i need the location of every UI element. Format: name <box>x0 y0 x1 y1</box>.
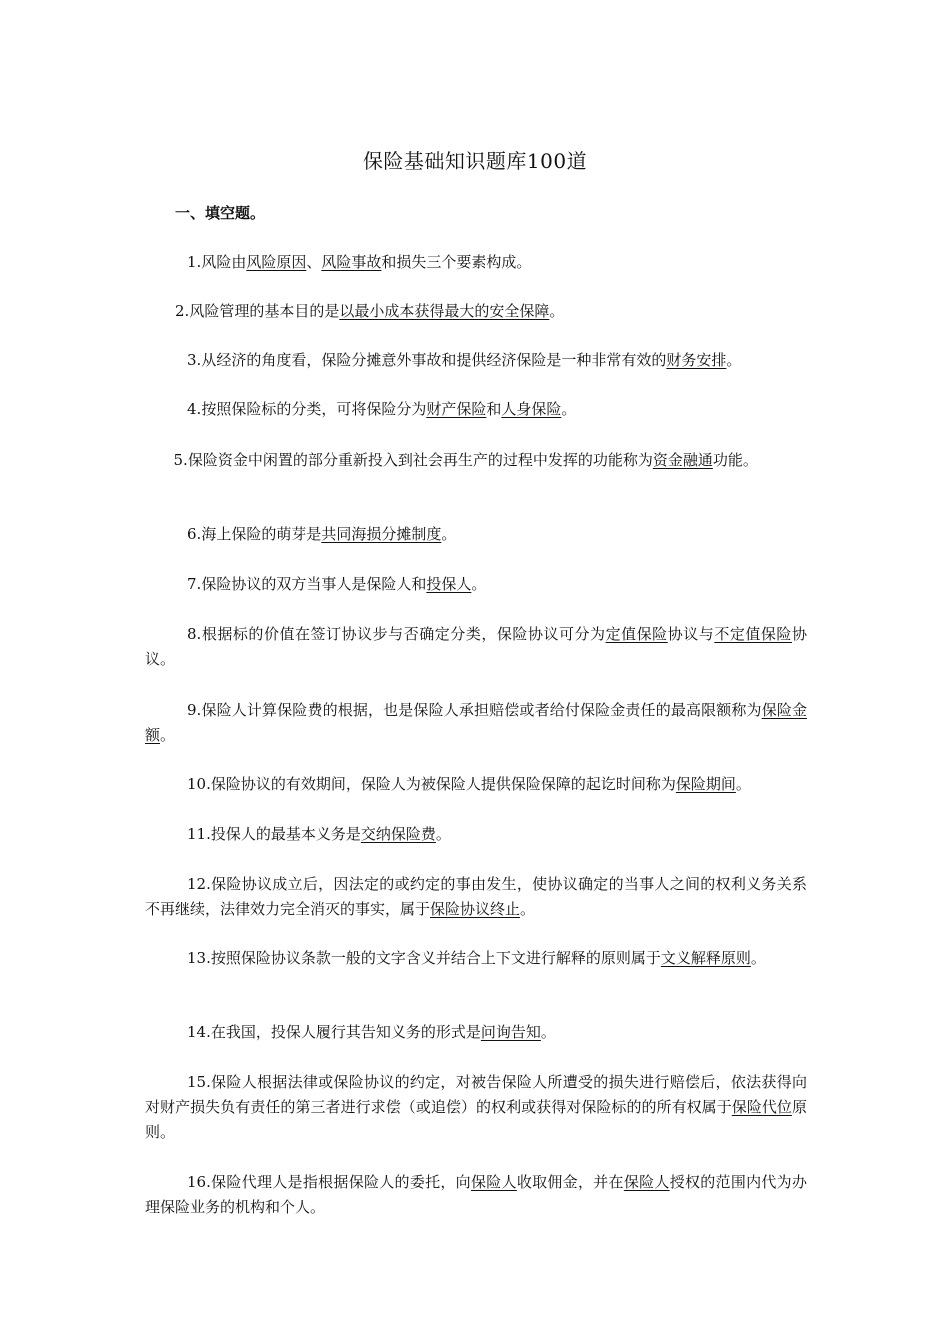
question-12: 12.保险协议成立后，因法定的或约定的事由发生，使协议确定的当事人之间的权利义务关系不再继续，法律效力完全消灭的事实，属于保险协议终止。 <box>145 875 807 918</box>
answer-blank: 风险事故 <box>321 253 382 271</box>
question-number: 11. <box>187 825 211 843</box>
question-8: 8.根据标的价值在签订协议步与否确定分类，保险协议可分为定值保险协议与不定值保险协议。 <box>145 625 807 668</box>
answer-blank: 保险代位 <box>731 1098 792 1116</box>
question-number: 10. <box>187 775 211 793</box>
question-number: 14. <box>187 1023 211 1041</box>
question-number: 15. <box>187 1073 211 1091</box>
question-number: 4. <box>187 400 202 418</box>
question-6: 6.海上保险的萌芽是共同海损分摊制度。 <box>187 525 457 543</box>
question-14: 14.在我国，投保人履行其告知义务的形式是问询告知。 <box>187 1023 556 1041</box>
question-number: 16. <box>187 1173 211 1191</box>
answer-blank: 保险协议终止 <box>430 900 521 918</box>
question-16: 16.保险代理人是指根据保险人的委托，向保险人收取佣金，并在保险人授权的范围内代为办理保险业务的机构和个人。 <box>145 1173 807 1216</box>
question-number: 1. <box>187 253 202 271</box>
answer-blank: 保险人 <box>470 1173 517 1191</box>
question-7: 7.保险协议的双方当事人是保险人和投保人。 <box>187 575 487 593</box>
answer-blank: 风险原因 <box>246 253 307 271</box>
answer-blank: 投保人 <box>426 575 472 593</box>
answer-blank: 财务安排 <box>666 351 727 369</box>
answer-blank: 资金融通 <box>652 451 713 469</box>
document-title: 保险基础知识题库100道 <box>362 149 588 173</box>
question-number: 7. <box>187 575 202 593</box>
question-9: 9.保险人计算保险费的根据，也是保险人承担赔偿或者给付保险金责任的最高限额称为保险金额。 <box>145 701 807 744</box>
question-3: 3.从经济的角度看，保险分摊意外事故和提供经济保险是一种非常有效的财务安排。 <box>187 351 742 369</box>
section-heading: 一、填空题。 <box>175 204 266 222</box>
answer-blank: 财产保险 <box>426 400 487 418</box>
answer-blank: 保险金额 <box>145 701 807 744</box>
question-10: 10.保险协议的有效期间，保险人为被保险人提供保险保障的起讫时间称为保险期间。 <box>187 775 751 793</box>
question-number: 6. <box>187 525 202 543</box>
question-number: 3. <box>187 351 202 369</box>
question-5: 5.保险资金中闲置的部分重新投入到社会再生产的过程中发挥的功能称为资金融通功能。 <box>173 451 758 469</box>
question-number: 5. <box>173 451 188 469</box>
answer-blank: 文义解释原则 <box>660 949 751 967</box>
question-4: 4.按照保险标的分类，可将保险分为财产保险和人身保险。 <box>187 400 577 418</box>
answer-blank: 交纳保险费 <box>360 825 436 843</box>
answer-blank: 不定值保险 <box>714 625 792 643</box>
answer-blank: 以最小成本获得最大的安全保障 <box>339 302 550 320</box>
question-11: 11.投保人的最基本义务是交纳保险费。 <box>187 825 451 843</box>
question-number: 2. <box>175 302 190 320</box>
question-number: 13. <box>187 949 211 967</box>
question-2: 2.风险管理的基本目的是以最小成本获得最大的安全保障。 <box>175 302 565 320</box>
answer-blank: 定值保险 <box>605 625 668 643</box>
question-13: 13.按照保险协议条款一般的文字含义并结合上下文进行解释的原则属于文义解释原则。 <box>187 949 766 967</box>
question-number: 8. <box>187 625 202 643</box>
question-number: 12. <box>187 875 211 893</box>
answer-blank: 问询告知 <box>480 1023 541 1041</box>
question-15: 15.保险人根据法律或保险协议的约定，对被告保险人所遭受的损失进行赔偿后，依法获得向对财产损失负有责任的第三者进行求偿（或追偿）的权利或获得对保险标的的所有权属于保险代位原则。 <box>145 1073 807 1141</box>
answer-blank: 保险人 <box>623 1173 670 1191</box>
answer-blank: 保险期间 <box>675 775 736 793</box>
answer-blank: 人身保险 <box>501 400 562 418</box>
question-1: 1.风险由风险原因、风险事故和损失三个要素构成。 <box>187 253 532 271</box>
answer-blank: 共同海损分摊制度 <box>321 525 442 543</box>
question-number: 9. <box>187 701 202 719</box>
